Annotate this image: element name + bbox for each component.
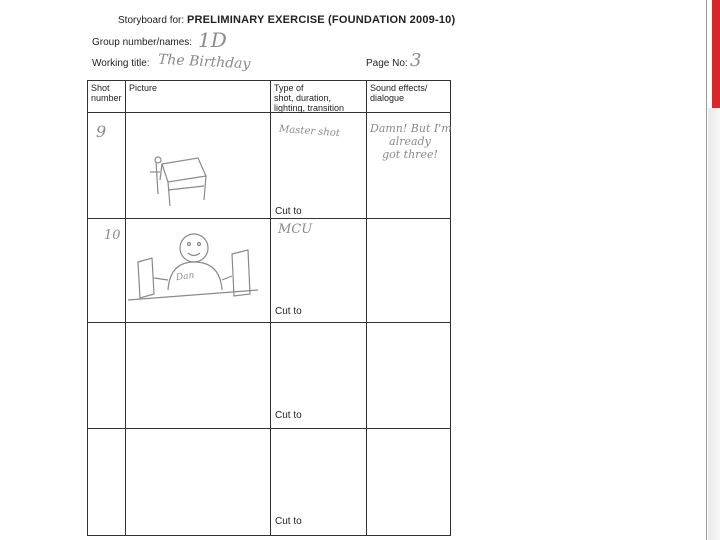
dialogue-line: Damn! But I'm (370, 122, 452, 135)
column-header-sound (370, 83, 427, 103)
working-title-value: The Birthday (157, 51, 251, 73)
column-divider (270, 80, 271, 536)
dialogue-line: already (389, 135, 431, 148)
shot-type: MCU (278, 222, 313, 237)
working-title-label: Working title: (92, 58, 150, 69)
storyboard-title (118, 14, 455, 26)
page-edge-line (706, 0, 707, 540)
title-prefix: Storyboard for: (118, 15, 185, 26)
accent-bar (712, 0, 720, 108)
column-header-type (274, 83, 344, 113)
transition-label: Cut to (275, 206, 302, 217)
dialogue (370, 122, 450, 161)
transition-label: Cut to (275, 306, 302, 317)
column-header-shot-line: number (91, 93, 122, 103)
page-edge-shadow (708, 108, 720, 540)
dialogue-line: got three! (382, 148, 438, 161)
title-bold: PRELIMINARY EXERCISE (FOUNDATION 2009-10) (186, 14, 456, 26)
column-divider (125, 80, 126, 536)
transition-label: Cut to (275, 410, 302, 421)
row-divider (87, 218, 451, 219)
header-divider (87, 112, 451, 113)
column-header-type-line: Type of (274, 83, 304, 93)
column-header-sound-line: dialogue (370, 93, 405, 103)
row-divider (87, 322, 451, 323)
column-header-picture: Picture (129, 83, 158, 93)
transition-label: Cut to (275, 516, 302, 527)
page-value: 3 (410, 50, 422, 71)
column-header-sound-line: Sound effects/ (370, 83, 428, 93)
group-label: Group number/names: (92, 37, 193, 48)
shot-number: 9 (96, 122, 107, 141)
sketch-character (128, 228, 260, 304)
group-value: 1D (198, 28, 227, 52)
column-header-type-line: lighting, transition (274, 103, 345, 113)
sketch-desk (140, 150, 220, 210)
sketch-label: Dan (175, 270, 195, 284)
page-label: Page No: (366, 58, 408, 69)
column-divider (366, 80, 367, 536)
shot-number: 10 (104, 228, 121, 243)
shot-type: Master shot (278, 123, 341, 140)
column-header-shot (91, 83, 122, 103)
column-header-type-line: shot, duration, (274, 93, 332, 103)
column-header-shot-line: Shot (91, 83, 110, 93)
row-divider (87, 428, 451, 429)
